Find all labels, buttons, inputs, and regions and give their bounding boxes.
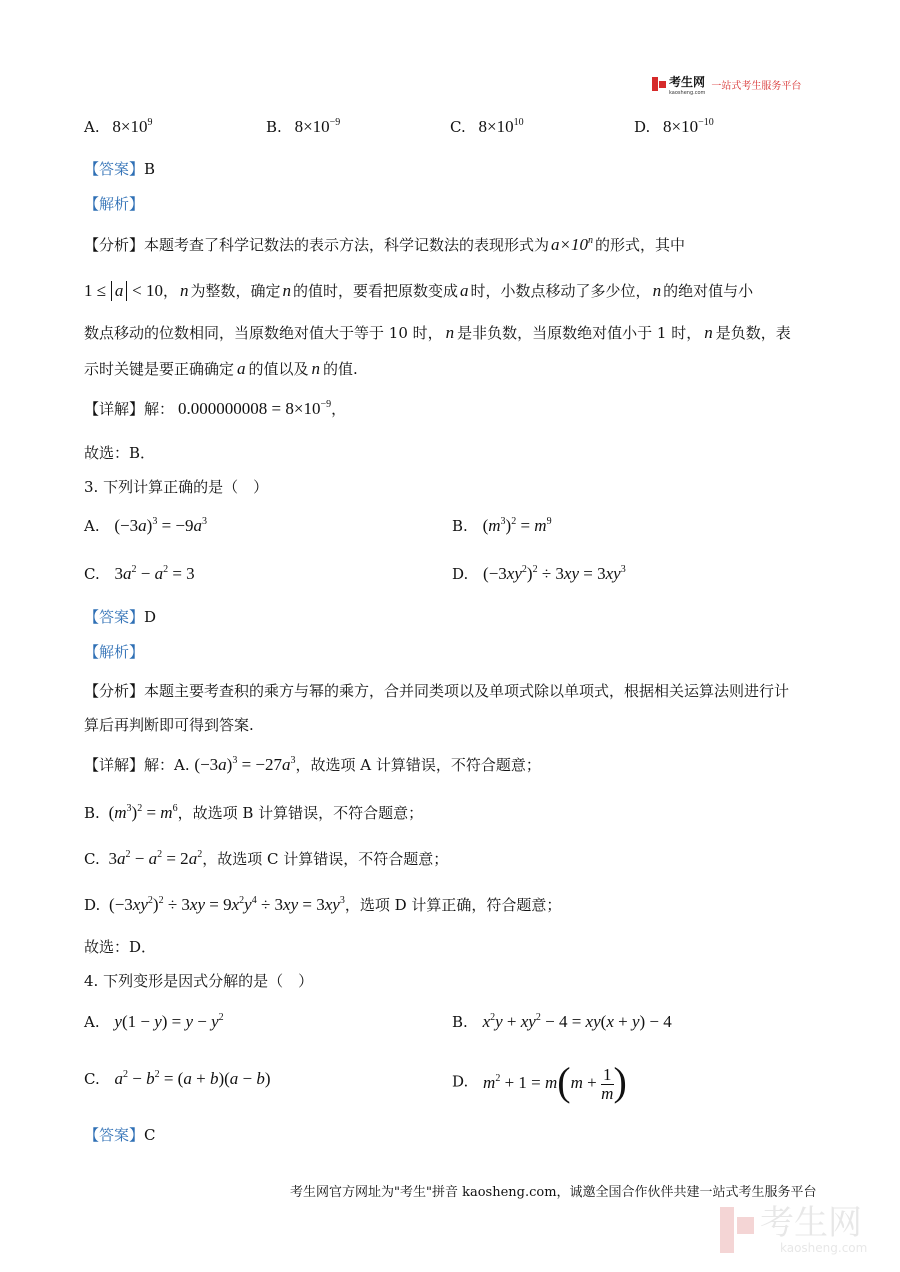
option-letter: B. xyxy=(266,118,282,136)
q3-choose: 故选：D． xyxy=(84,938,157,956)
header-slogan: 一站式考生服务平台 xyxy=(711,80,802,92)
q3-detail-a: 【详解】解：A. $(-3a)^3 = -27a^3$，故选项 A 计算错误，不符合题意； xyxy=(84,755,541,774)
q2-answer xyxy=(84,158,155,179)
q2-option-c xyxy=(450,117,524,137)
q2-fenxi-line-3: 数点移动的位数相同，当原数绝对值大于等于 10 时， n 是非负数，当原数绝对值小于 1 时， n 是负数，表 xyxy=(84,323,791,342)
option-letter: D. xyxy=(634,118,651,136)
q3-option-a: A. $(-3a)^3 = -9a^3$ xyxy=(84,516,207,535)
q4-option-c: C. $a^2 - b^2 = (a + b)(a - b)$ xyxy=(84,1069,271,1088)
option-letter: A. xyxy=(84,118,100,136)
q4-option-b: B. $x^2y + xy^2 - 4 = xy(x + y) - 4$ xyxy=(452,1012,672,1031)
logo-domain: kaosheng.com xyxy=(669,90,706,96)
q4-answer: 【答案】C xyxy=(84,1126,156,1144)
option-letter: C. xyxy=(450,118,466,136)
q2-option-a xyxy=(84,117,152,137)
answer-value: B xyxy=(144,160,156,178)
watermark-domain: kaosheng.com xyxy=(780,1241,868,1255)
q2-fenxi-line-1: 【分析】本题考查了科学记数法的表示方法，科学记数法的表现形式为 $a\times 10^n$ 的形式，其中 xyxy=(84,235,686,254)
option-math: $8\times 10^{-10}$ xyxy=(663,117,714,136)
q4-option-a: A. $y(1 - y) = y - y^2$ xyxy=(84,1012,224,1031)
q4-stem: 4. 下列变形是因式分解的是（ ） xyxy=(84,972,314,990)
q2-detail: 【详解】解： $0.000000008 = 8\times 10^{-9}$， xyxy=(84,399,347,418)
q3-option-c: C. $3a^2 - a^2 = 3$ xyxy=(84,564,195,583)
q3-answer: 【答案】D xyxy=(84,608,157,626)
q2-choose: 故选：B． xyxy=(84,444,156,462)
q3-option-d: D. $(-3xy^2)^2 \div 3xy = 3xy^3$ xyxy=(452,564,626,583)
header-logo xyxy=(652,74,801,94)
answer-tag: 【答案】 xyxy=(84,160,145,178)
q2-fenxi-line-2: 1 ≤ a < 10， n 为整数，确定 n 的值时，要看把原数变成 a 时，小数点移动了多少位， n 的绝对值与小 xyxy=(84,281,754,300)
q3-fenxi-line-1: 【分析】本题主要考查积的乘方与幂的乘方，合并同类项以及单项式除以单项式，根据相关运算法则进行计 xyxy=(84,682,790,700)
q3-fenxi-line-2: 算后再判断即可得到答案. xyxy=(84,716,254,734)
logo-name: 考生网 xyxy=(669,75,706,89)
q2-analysis-tag: 【解析】 xyxy=(84,195,145,213)
q3-detail-c: C. $3a^2 - a^2 = 2a^2$，故选项 C 计算错误，不符合题意； xyxy=(84,849,449,868)
watermark-logo-icon xyxy=(720,1207,754,1253)
watermark xyxy=(720,1205,867,1255)
footer-text: 考生网官方网址为"考生"拼音 kaosheng.com，诚邀全国合作伙伴共建一站式考生服务平台 xyxy=(290,1185,817,1200)
option-math: $8\times 10^9$ xyxy=(112,117,153,136)
q4-option-d: D. $m^2 + 1 = m(m$ + $\frac{1}{m}$ ) xyxy=(452,1059,627,1104)
option-math: $8\times 10^{-9}$ xyxy=(294,117,341,136)
q2-option-b xyxy=(266,117,340,137)
q3-option-b: B. $(m^3)^2 = m^9$ xyxy=(452,516,552,535)
q3-analysis-tag: 【解析】 xyxy=(84,643,145,661)
q2-option-d xyxy=(634,117,714,137)
option-math: $8\times 10^{10}$ xyxy=(478,117,524,136)
q3-stem: 3. 下列计算正确的是（ ） xyxy=(84,478,269,496)
q3-detail-d: D. $(-3xy^2)^2 \div 3xy = 9x^2y^4 \div 3xy = 3xy^3$，选项 D 计算正确，符合题意； xyxy=(84,895,562,914)
q2-fenxi-line-4: 示时关键是要正确确定 a 的值以及 n 的值. xyxy=(84,359,358,378)
watermark-name: 考生网 xyxy=(760,1203,862,1243)
kaosheng-logo-icon xyxy=(652,75,666,93)
q3-detail-b: B. $(m^3)^2 = m^6$，故选项 B 计算错误，不符合题意； xyxy=(84,803,424,822)
